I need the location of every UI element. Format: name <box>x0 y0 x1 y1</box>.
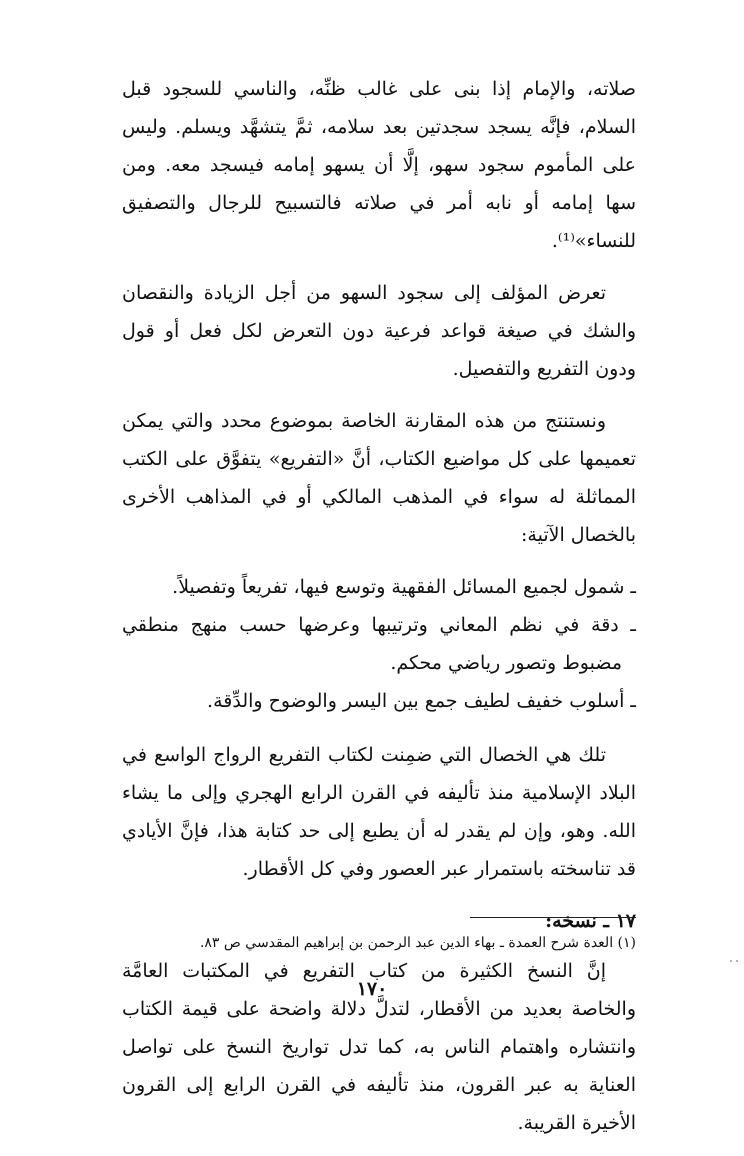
page-number: ١٧٠ <box>356 978 388 1000</box>
paragraph-spread: تلك هي الخصال التي ضمِنت لكتاب التفريع الرواج الواسع في البلاد الإسلامية منذ تأليفه في القرن الرابع الهجري وإلى ما يشاء الله. وهو، وإن لم يقدر له أن يطبع إلى حد كتابة هذا، فإنَّ الأيادي قد تناسخته باستمرار عبر العصور وفي كل الأقطار. <box>122 744 636 880</box>
section-heading-manuscripts: ١٧ ـ نسخه: <box>545 910 636 932</box>
paragraph-comparison-conclusion: ونستنتج من هذه المقارنة الخاصة بموضوع محدد والتي يمكن تعميمها على كل مواضيع الكتاب، أنَّ «التفريع» يتفوَّق على الكتب المماثلة له سواء في المذهب المالكي أو في المذاهب الأخرى بالخصال الآتية: <box>122 410 636 546</box>
footnote: (١) العدة شرح العمدة ـ بهاء الدين عبد الرحمن بن إبراهيم المقدسي ص ٨٣. <box>199 935 636 951</box>
list-item-style: ـ أسلوب خفيف لطيف جمع بين اليسر والوضوح والدِّقة. <box>207 690 636 712</box>
footnote-divider <box>470 917 636 918</box>
list-item-precision: ـ دقة في نظم المعاني وترتيبها وعرضها حسب منهج منطقي مضبوط وتصور رياضي محكم. <box>122 614 636 674</box>
paragraph-author-approach: تعرض المؤلف إلى سجود السهو من أجل الزيادة والنقصان والشك في صيغة قواعد فرعية دون التعرض لكل فعل أو قول ودون التفريع والتفصيل. <box>122 282 636 380</box>
scan-speck <box>730 960 732 962</box>
scan-speck <box>736 960 738 962</box>
paragraph-manuscripts: إنَّ النسخ الكثيرة من كتاب التفريع في المكتبات العامَّة والخاصة بعديد من الأقطار، لتدلَّ دلالة واضحة على قيمة الكتاب وانتشاره واهتمام الناس به، كما تدل تواريخ النسخ على تواصل العناية به عبر القرون، منذ تأليفه في القرن الرابع إلى القرون الأخيرة القريبة. <box>122 960 636 1134</box>
paragraph-quote-end: صلاته، والإمام إذا بنى على غالب ظنِّه، والناسي للسجود قبل السلام، فإنَّه يسجد سجدتين بعد سلامه، ثمَّ يتشهَّد ويسلم. وليس على المأموم سجود سهو، إلَّا أن يسهو إمامه فيسجد معه. ومن سها إمامه أو نابه أمر في صلاته فالتسبيح للرجال والتصفيق للنساء»⁽¹⁾. <box>122 78 636 252</box>
qualities-list <box>122 568 636 720</box>
list-item-comprehensiveness: ـ شمول لجميع المسائل الفقهية وتوسع فيها، تفريعاً وتفصيلاً. <box>172 576 636 598</box>
